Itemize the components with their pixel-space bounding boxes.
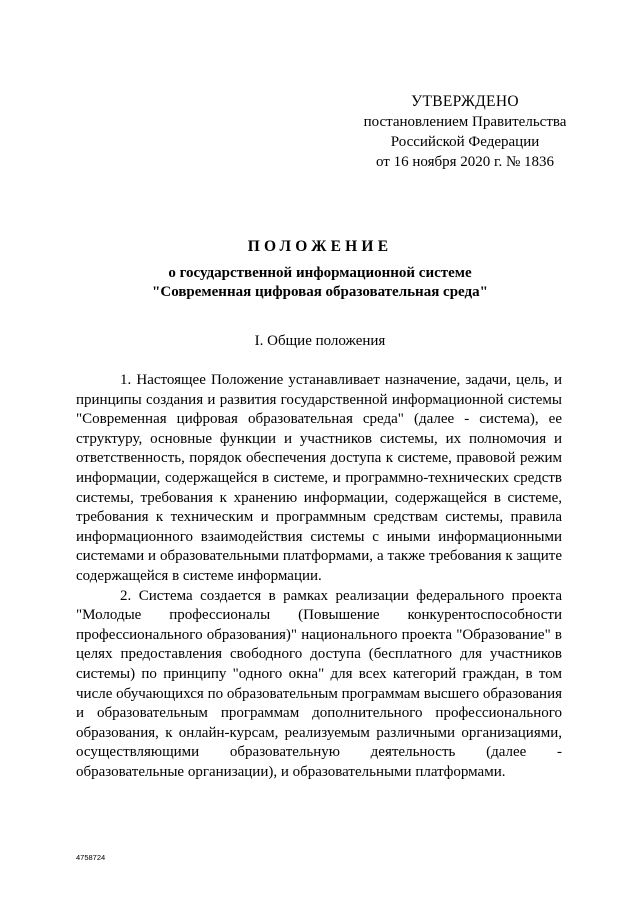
approval-stamp [330,92,600,172]
approval-title: УТВЕРЖДЕНО [411,93,519,110]
approval-line-1: постановлением Правительства [363,114,567,130]
document-subtitle-line-2: "Современная цифровая образовательная среда" [152,284,488,300]
paragraph-1: 1. Настоящее Положение устанавливает назначение, задачи, цель, и принципы создания и развития государственной информационной системы "Современная цифровая образовательная среда" (далее - система), ее структуру, основные функции и участников системы, их полномочия и ответственность, порядок обеспечения доступа к системе, правовой режим информации, содержащейся в системе, и программно-технических средств системы, требования к хранению информации, содержащейся в системе, требования к техническим и программным средствам системы, правила информационного взаимодействия системы с иными информационными системами и образовательными платформами, а также требования к защите содержащейся в системе информации. [76,372,562,584]
document-title: ПОЛОЖЕНИЕ [247,238,393,255]
paragraph-2: 2. Система создается в рамках реализации федерального проекта "Молодые профессионалы (Повышение конкурентоспособности профессионального образования)" национального проекта "Образование" в целях предоставления свободного доступа (бесплатного для участников системы) по принципу "одного окна" для всех категорий граждан, в том числе обучающихся по образовательным программам высшего образования и образовательным программам дополнительного профессионального образования, к онлайн-курсам, реализуемым различными организациями, осуществляющими образовательную деятельность (далее - образовательные организации), и образовательными платформами. [76,587,562,780]
document-body [76,371,562,782]
document-subtitle-line-1: о государственной информационной системе [168,265,472,281]
approval-date-number: от 16 ноября 2020 г. № 1836 [375,154,555,170]
document-subtitle [60,264,580,302]
section-title: I. Общие положения [254,333,386,349]
approval-line-2: Российской Федерации [390,134,540,150]
document-number: 4758724 [76,853,106,862]
